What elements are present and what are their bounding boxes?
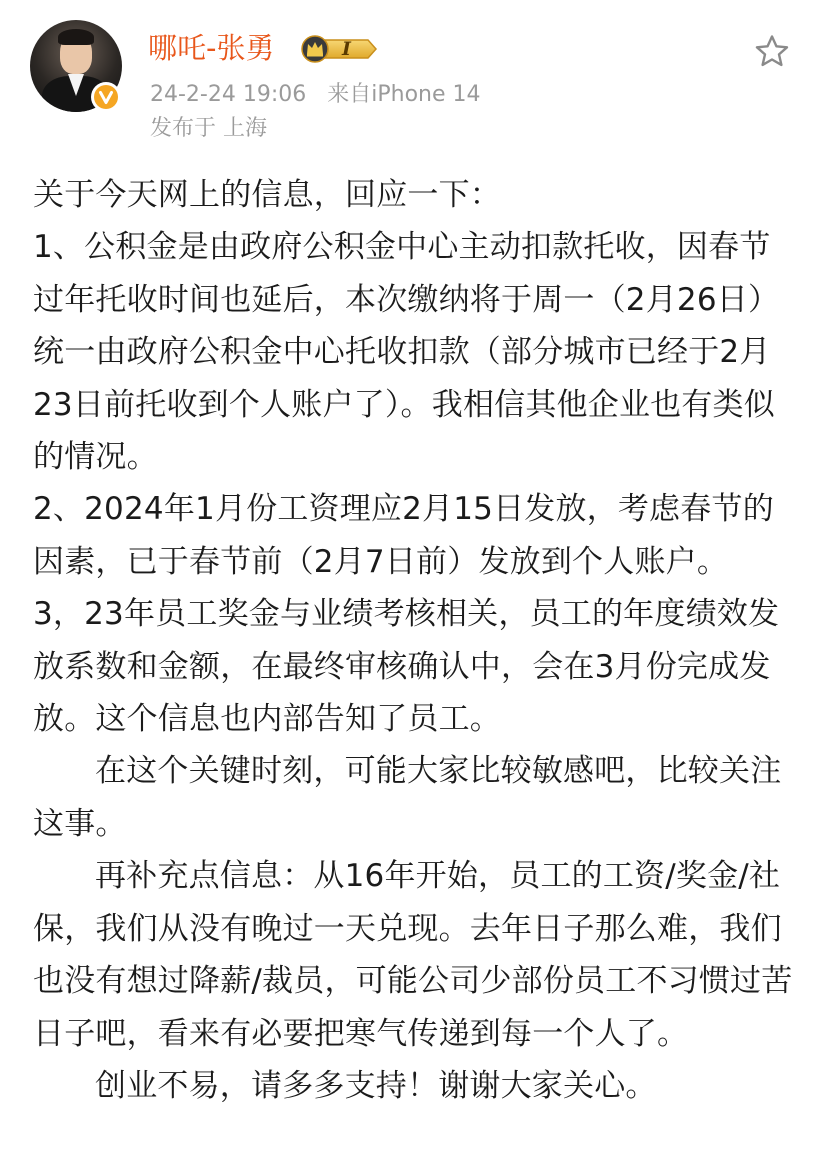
post-paragraph-6: 创业不易，请多多支持！谢谢大家关心。 [95,1067,657,1104]
post-meta [150,80,481,110]
star-outline-icon [753,33,791,71]
post-paragraph-intro: 关于今天网上的信息，回应一下： [33,177,501,213]
post-timestamp: 24-2-24 19:06 [150,82,307,107]
post-paragraph-5: 再补充点信息：从16年开始，员工的工资/奖金/社保，我们从没有晚过一天兑现。去年日子那么难，我们也没有想过降薪/裁员，可能公司少部份员工不习惯过苦日子吧，看来有必要把寒气传递到每一个人了。 [33,858,793,1052]
post-paragraph-4: 在这个关键时刻，可能大家比较敏感吧，比较关注这事。 [33,753,782,842]
post-body [33,169,793,1112]
badge-level-text: I [342,38,351,60]
post-paragraph-3: 3，23年员工奖金与业绩考核相关，员工的年度绩效发放系数和金额，在最终审核确认中，会在3月份完成发放。这个信息也内部告知了员工。 [33,596,780,738]
post-paragraph-2: 2、2024年1月份工资理应2月15日发放，考虑春节的因素，已于春节前（2月7日前）发放到个人账户。 [33,491,774,580]
post-source: 来自iPhone 14 [327,82,481,107]
avatar-hair [58,29,94,45]
author-name[interactable]: 哪吒-张勇 [148,31,275,65]
post-paragraph-1: 1、公积金是由政府公积金中心主动扣款托收，因春节过年托收时间也延后，本次缴纳将于周一（2月26日）统一由政府公积金中心托收扣款（部分城市已经于2月23日前托收到个人账户了）。我相信其他企业也有类似的情况。 [33,229,780,476]
verified-v-icon [91,82,121,112]
post-location: 发布于 上海 [150,116,267,141]
post-header [0,0,820,160]
crown-level-badge-icon[interactable] [300,34,380,64]
favorite-button[interactable] [753,33,791,71]
